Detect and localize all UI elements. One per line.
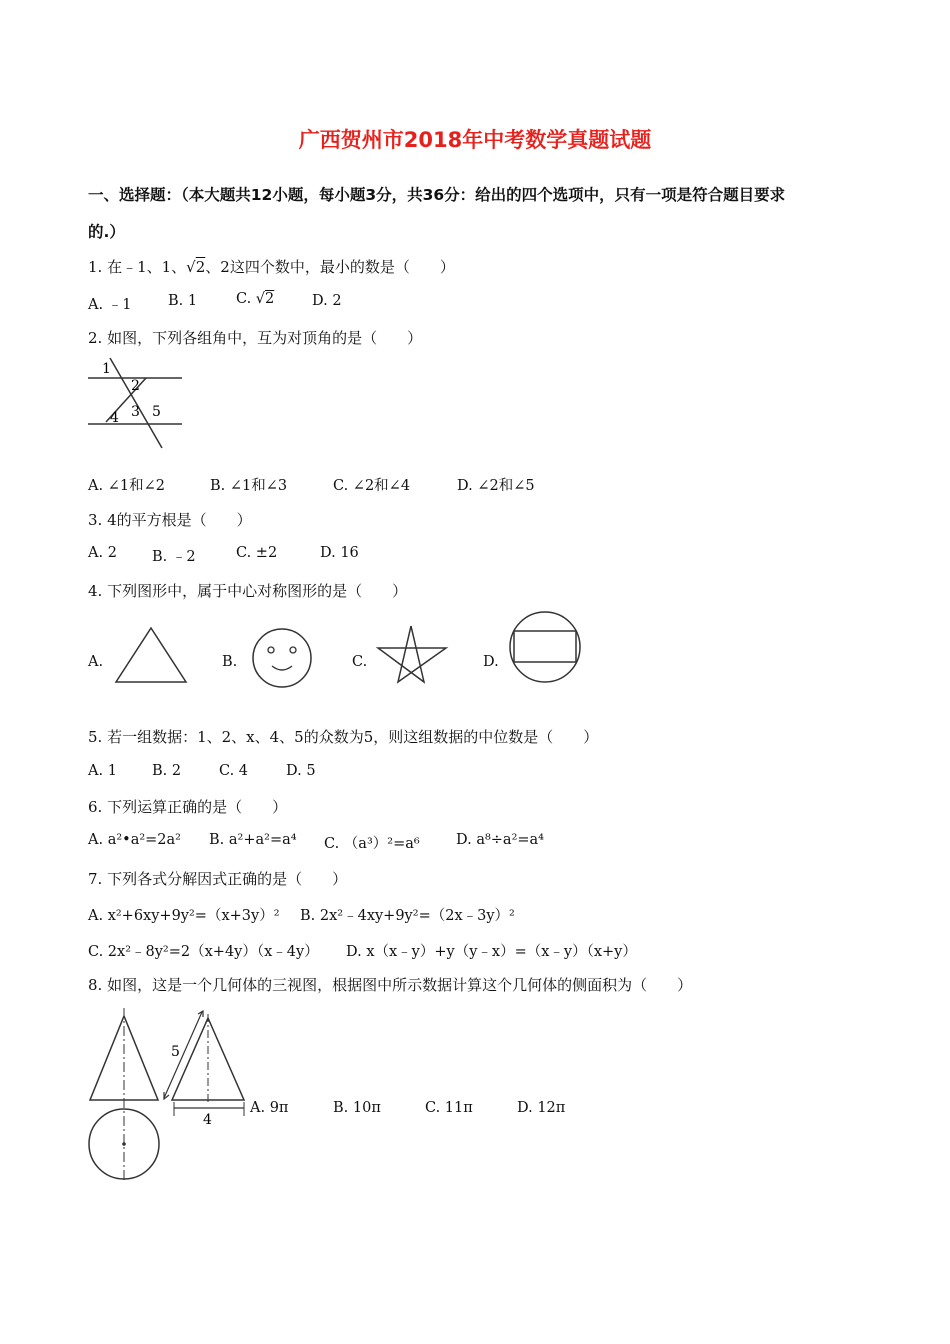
q3-option-b: B. ﹣2	[152, 549, 196, 565]
question-1	[88, 256, 455, 277]
q7-option-c: C. 2x²﹣8y²=2（x+4y）（x﹣4y）	[88, 944, 319, 960]
q7-option-a: A. x²+6xy+9y²=（x+3y）²	[88, 908, 280, 924]
q1-option-b: B. 1	[168, 293, 198, 309]
q3-option-c: C. ±2	[236, 545, 278, 561]
question-4: 4. 下列图形中，属于中心对称图形的是（ ）	[88, 582, 408, 600]
star-figure	[376, 624, 448, 686]
q3-option-d: D. 16	[320, 545, 359, 561]
page-title: 广西贺州市2018年中考数学真题试题	[298, 128, 652, 152]
q5-option-b: B. 2	[152, 763, 182, 779]
sqrt-symbol: √	[186, 258, 196, 276]
circle-rectangle-figure	[508, 610, 584, 686]
q2-option-c: C. ∠2和∠4	[333, 478, 411, 494]
q4-option-b: B.	[222, 654, 238, 670]
q8-option-a: A. 9π	[250, 1100, 289, 1116]
q8-option-d: D. 12π	[517, 1100, 566, 1116]
fig-label-2: 2	[131, 378, 140, 394]
question-2: 2. 如图，下列各组角中，互为对顶角的是（ ）	[88, 329, 423, 347]
q7-option-d: D. x（x﹣y）+y（y﹣x）=（x﹣y）（x+y）	[346, 944, 637, 960]
q6-option-d: D. a⁸÷a²=a⁴	[456, 832, 544, 848]
q1-text-pre: 1. 在﹣1、1、	[88, 258, 187, 276]
question-3: 3. 4的平方根是（ ）	[88, 511, 252, 529]
fig-label-1: 1	[102, 361, 111, 377]
section-heading-cont: 的.）	[88, 223, 125, 241]
section-heading: 一、选择题：（本大题共12小题，每小题3分，共36分：给出的四个选项中，只有一项是符合题目要求	[88, 186, 786, 204]
fig-label-5: 5	[152, 404, 161, 420]
sqrt-symbol: √	[255, 291, 266, 307]
smiley-face-figure	[250, 626, 314, 690]
fig-label-4: 4	[110, 410, 119, 426]
q2-figure	[84, 356, 184, 452]
label-base-width: 4	[203, 1112, 212, 1128]
q4-option-a: A.	[88, 654, 104, 670]
q1-option-d: D. 2	[312, 293, 342, 309]
q6-option-a: A. a²•a²=2a²	[88, 832, 181, 848]
q5-option-a: A. 1	[88, 763, 117, 779]
q7-option-b: B. 2x²﹣4xy+9y²=（2x﹣3y）²	[300, 908, 515, 924]
q5-option-c: C. 4	[219, 763, 249, 779]
triangle-figure	[114, 626, 188, 686]
q1-option-a: A. ﹣1	[88, 297, 132, 313]
q4-option-c: C.	[352, 654, 368, 670]
question-5: 5. 若一组数据：1、2、x、4、5的众数为5，则这组数据的中位数是（ ）	[88, 728, 599, 746]
q1-option-c	[236, 291, 274, 307]
fig-label-3: 3	[131, 404, 140, 420]
q6-option-b: B. a²+a²=a⁴	[209, 832, 297, 848]
q1-text-post: 、2这四个数中，最小的数是（ ）	[205, 258, 455, 276]
q2-option-d: D. ∠2和∠5	[457, 478, 535, 494]
q1-option-c-num: 2	[265, 291, 275, 307]
q5-option-d: D. 5	[286, 763, 316, 779]
three-view-figure	[84, 1004, 254, 1186]
q1-sqrt-num: 2	[195, 258, 206, 276]
q6-option-c: C. （a³）²=a⁶	[324, 836, 420, 852]
q1-option-c-label: C.	[236, 291, 256, 307]
q4-option-d: D.	[483, 654, 499, 670]
label-slant-height: 5	[171, 1044, 180, 1060]
question-8: 8. 如图，这是一个几何体的三视图，根据图中所示数据计算这个几何体的侧面积为（ ）	[88, 976, 693, 994]
q2-option-a: A. ∠1和∠2	[88, 478, 165, 494]
q2-option-b: B. ∠1和∠3	[210, 478, 288, 494]
q3-option-a: A. 2	[88, 545, 117, 561]
question-6: 6. 下列运算正确的是（ ）	[88, 798, 288, 816]
q8-option-c: C. 11π	[425, 1100, 473, 1116]
question-7: 7. 下列各式分解因式正确的是（ ）	[88, 870, 348, 888]
q8-option-b: B. 10π	[333, 1100, 381, 1116]
